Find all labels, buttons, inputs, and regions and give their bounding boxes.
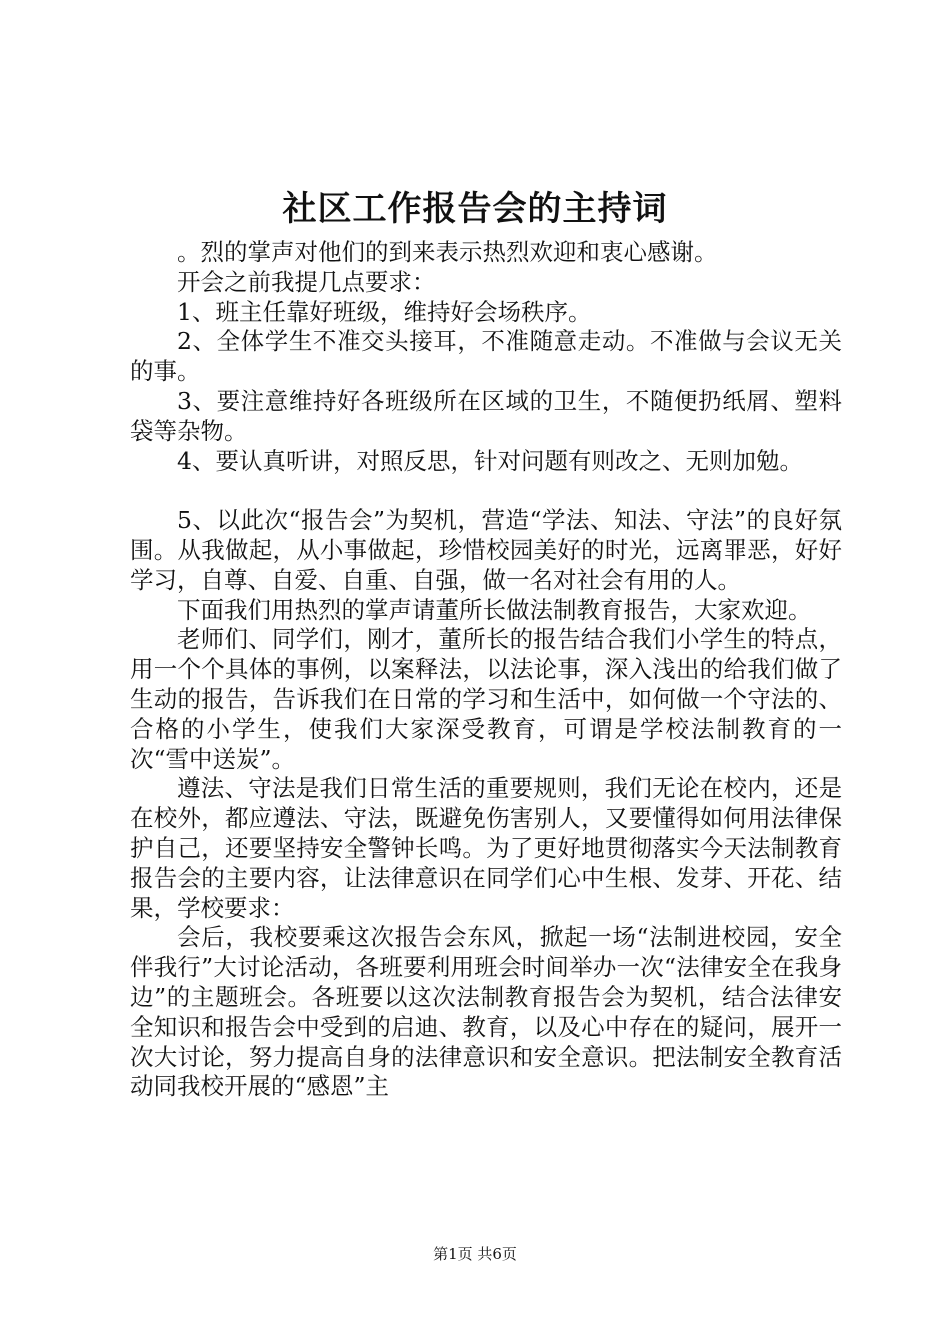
document-body <box>130 238 842 1102</box>
document-title: 社区工作报告会的主持词 <box>282 189 668 229</box>
paragraph: 开会之前我提几点要求： <box>177 267 436 296</box>
paragraph: 4、要认真听讲，对照反思，针对问题有则改之、无则加勉。 <box>177 446 803 475</box>
paragraph: 遵法、守法是我们日常生活的重要规则，我们无论在校内，还是在校外，都应遵法、守法，既避免伤害别人，又要懂得如何用法律保护自己，还要坚持安全警钟长鸣。为了更好地贯彻落实今天法制教育报告会的主要内容，让法律意识在同学们心中生根、发芽、开花、结果，学校要求： <box>130 774 842 922</box>
paragraph: 。烈的掌声对他们的到来表示热烈欢迎和衷心感谢。 <box>177 238 718 266</box>
page-number-footer: 第1页 共6页 <box>433 1245 517 1263</box>
paragraph: 下面我们用热烈的掌声请董所长做法制教育报告，大家欢迎。 <box>177 595 812 624</box>
paragraph: 2、全体学生不准交头接耳，不准随意走动。不准做与会议无关的事。 <box>130 327 842 386</box>
paragraph: 老师们、同学们，刚才，董所长的报告结合我们小学生的特点，用一个个具体的事例，以案释法，以法论事，深入浅出的给我们做了生动的报告，告诉我们在日常的学习和生活中，如何做一个守法的、合格的小学生，使我们大家深受教育，可谓是学校法制教育的一次“雪中送炭”。 <box>130 625 842 773</box>
paragraph: 1、班主任靠好班级，维持好会场秩序。 <box>177 297 592 326</box>
paragraph: 5、以此次“报告会”为契机，营造“学法、知法、守法”的良好氛围。从我做起，从小事做起，珍惜校园美好的时光，远离罪恶，好好学习，自尊、自爱、自重、自强，做一名对社会有用的人。 <box>130 506 842 594</box>
paragraph: 会后，我校要乘这次报告会东风，掀起一场“法制进校园，安全伴我行”大讨论活动，各班要利用班会时间举办一次“法律安全在我身边”的主题班会。各班要以这次法制教育报告会为契机，结合法律安全知识和报告会中受到的启迪、教育，以及心中存在的疑问，展开一次大讨论，努力提高自身的法律意识和安全意识。把法制安全教育活动同我校开展的“感恩”主 <box>130 923 842 1101</box>
paragraph: 3、要注意维持好各班级所在区域的卫生，不随便扔纸屑、塑料袋等杂物。 <box>130 386 842 445</box>
